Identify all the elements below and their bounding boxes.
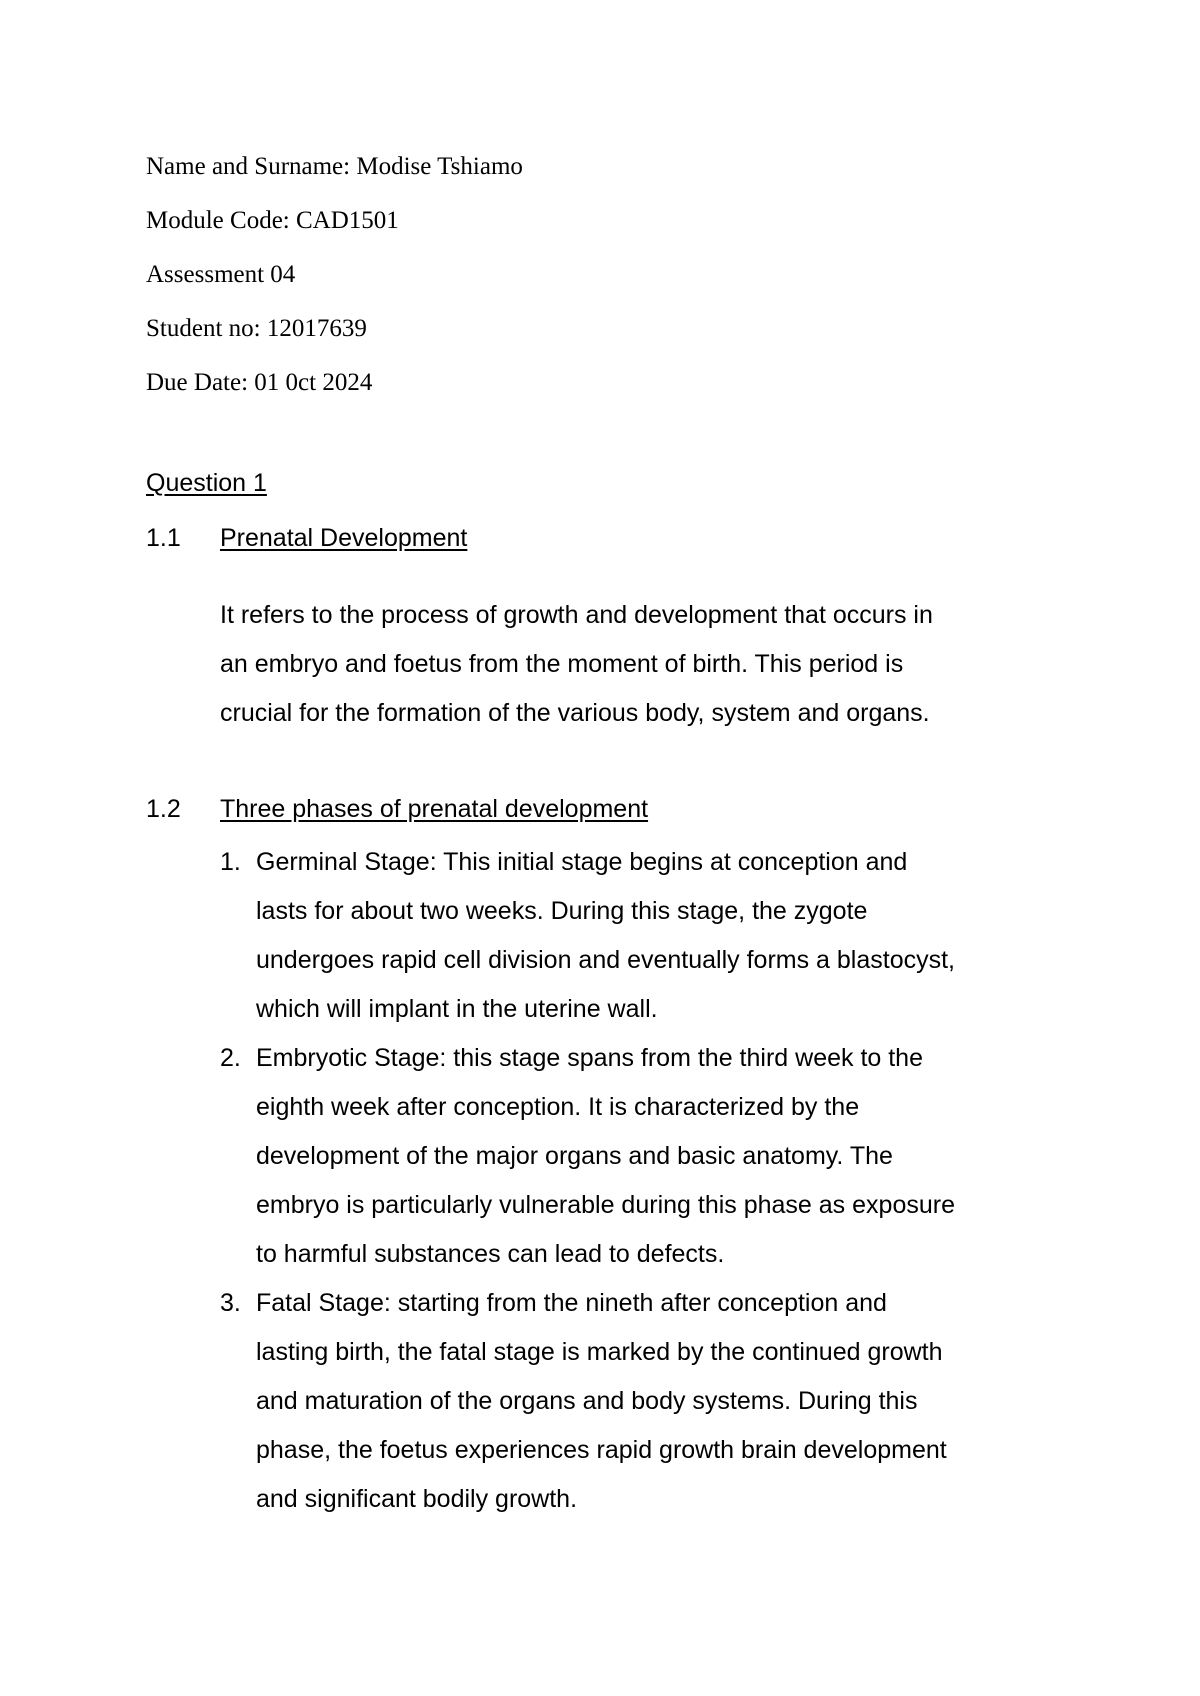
section-paragraph <box>220 591 1080 738</box>
question-title: Question 1 <box>146 469 267 497</box>
list-line: eighth week after conception. It is characterized by the <box>256 1093 860 1121</box>
assessment-line: Assessment 04 <box>146 261 296 288</box>
list-item <box>220 838 1100 1034</box>
list-line: Fatal Stage: starting from the nineth after conception and <box>256 1289 887 1317</box>
list-line: and significant bodily growth. <box>256 1485 578 1513</box>
list-line: which will implant in the uterine wall. <box>256 995 658 1023</box>
section-heading-1-1 <box>146 518 467 558</box>
list-line: development of the major organs and basic anatomy. The <box>256 1142 893 1170</box>
section-title: Prenatal Development <box>220 524 468 552</box>
paragraph-line: an embryo and foetus from the moment of birth. This period is <box>220 650 904 678</box>
stages-list <box>220 838 1100 1524</box>
section-heading-1-2 <box>146 789 648 829</box>
list-line: and maturation of the organs and body systems. During this <box>256 1387 918 1415</box>
list-number: 1. <box>220 848 241 876</box>
list-line: phase, the foetus experiences rapid growth brain development <box>256 1436 947 1464</box>
paragraph-line: crucial for the formation of the various body, system and organs. <box>220 699 930 727</box>
list-line: lasting birth, the fatal stage is marked by the continued growth <box>256 1338 943 1366</box>
list-line: lasts for about two weeks. During this stage, the zygote <box>256 897 868 925</box>
list-line: to harmful substances can lead to defects. <box>256 1240 725 1268</box>
list-line: Embryotic Stage: this stage spans from the third week to the <box>256 1044 923 1072</box>
section-title: Three phases of prenatal development <box>220 795 649 823</box>
section-number: 1.1 <box>146 524 181 552</box>
name-line: Name and Surname: Modise Tshiamo <box>146 153 523 180</box>
due-date-line: Due Date: 01 0ct 2024 <box>146 369 373 396</box>
list-item <box>220 1034 1100 1279</box>
list-number: 3. <box>220 1289 241 1317</box>
student-number-line: Student no: 12017639 <box>146 315 367 342</box>
list-line: embryo is particularly vulnerable during this phase as exposure <box>256 1191 955 1219</box>
list-line: undergoes rapid cell division and eventually forms a blastocyst, <box>256 946 955 974</box>
list-line: Germinal Stage: This initial stage begins at conception and <box>256 848 908 876</box>
document-header <box>146 140 523 410</box>
paragraph-line: It refers to the process of growth and development that occurs in <box>220 601 933 629</box>
module-code-line: Module Code: CAD1501 <box>146 207 399 234</box>
list-number: 2. <box>220 1044 241 1072</box>
section-number: 1.2 <box>146 795 181 823</box>
list-item <box>220 1279 1100 1524</box>
